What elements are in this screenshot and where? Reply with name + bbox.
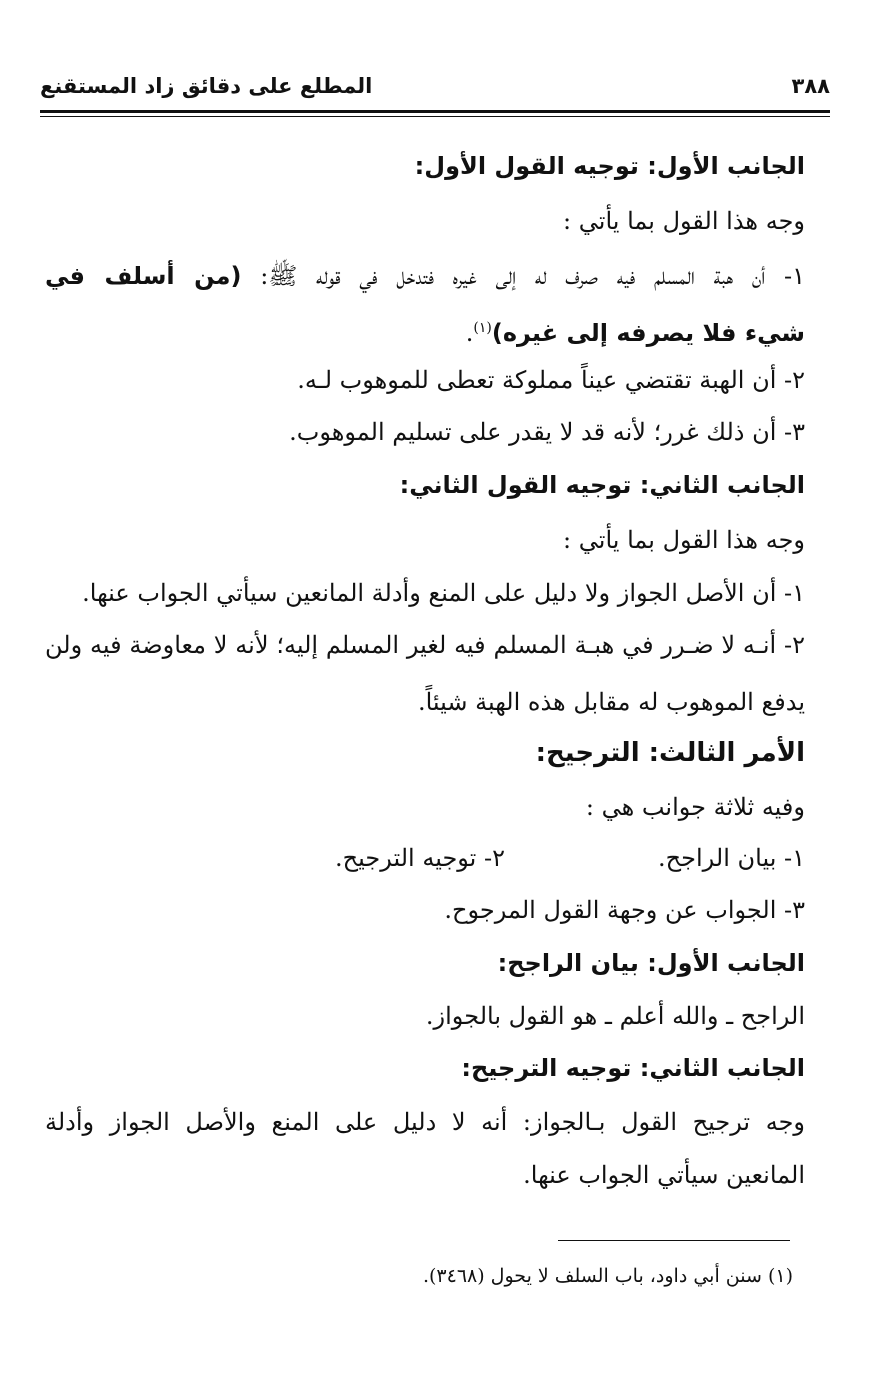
page-header	[40, 66, 830, 106]
paragraph-point-1b	[466, 308, 805, 348]
paragraph-justification-a: وجه ترجيح القول بـالجواز: أنه لا دليل على المنع والأصل الجواز وأدلة	[45, 1108, 805, 1136]
footnote: (١) سنن أبي داود، باب السلف لا يحول (٣٤٦٨).	[422, 1265, 793, 1287]
list-item-2: ٢- توجيه الترجيح.	[335, 844, 505, 872]
book-title: المطلع على دقائق زاد المستقنع	[40, 74, 373, 98]
paragraph-second-point-1: ١- أن الأصل الجواز ولا دليل على المنع وأدلة المانعين سيأتي الجواب عنها.	[82, 579, 805, 607]
list-item-1: ١- بيان الراجح.	[658, 844, 805, 872]
point-1-text: ١- أن هبة المسلم فيه صرف له إلى غيره فتدخل في قوله ﷺ:	[241, 262, 805, 290]
header-rule-thin	[40, 116, 830, 117]
paragraph-second-point-2b: يدفع الموهوب له مقابل هذه الهبة شيئاً.	[417, 688, 805, 716]
two-column-list	[205, 838, 805, 878]
heading-first-side: الجانب الأول: توجيه القول الأول:	[414, 152, 805, 180]
heading-preferred: الجانب الأول: بيان الراجح:	[497, 949, 805, 977]
hadith-quote-start: (من أسلف في	[45, 262, 242, 290]
paragraph-intro-1: وجه هذا القول بما يأتي :	[563, 207, 805, 235]
heading-second-side: الجانب الثاني: توجيه القول الثاني:	[399, 471, 805, 499]
paragraph-point-3: ٣- أن ذلك غرر؛ لأنه قد لا يقدر على تسليم الموهوب.	[289, 418, 805, 446]
hadith-quote-end: شيء فلا يصرفه إلى غيره)	[491, 319, 805, 347]
paragraph-intro-2: وجه هذا القول بما يأتي :	[563, 526, 805, 554]
heading-justification: الجانب الثاني: توجيه الترجيح:	[461, 1054, 805, 1082]
heading-third-matter: الأمر الثالث: الترجيح:	[535, 738, 805, 768]
header-rule-thick	[40, 110, 830, 113]
paragraph-point-2: ٢- أن الهبة تقتضي عيناً مملوكة تعطى للموهوب لـه.	[297, 366, 805, 394]
paragraph-point-1a	[45, 256, 805, 296]
paragraph-justification-b: المانعين سيأتي الجواب عنها.	[523, 1161, 805, 1189]
point-1-end: .	[465, 319, 474, 347]
paragraph-preferred: الراجح ـ والله أعلم ـ هو القول بالجواز.	[425, 1002, 805, 1030]
footnote-rule	[558, 1240, 790, 1241]
list-item-3: ٣- الجواب عن وجهة القول المرجوح.	[444, 896, 805, 924]
footnote-ref: (١)	[473, 320, 492, 336]
paragraph-sides-intro: وفيه ثلاثة جوانب هي :	[585, 793, 805, 821]
paragraph-second-point-2a: ٢- أنـه لا ضـرر في هبـة المسلم فيه لغير المسلم إليه؛ لأنه لا معاوضة فيه ولن	[45, 631, 805, 659]
page-number: ٣٨٨	[791, 74, 830, 98]
